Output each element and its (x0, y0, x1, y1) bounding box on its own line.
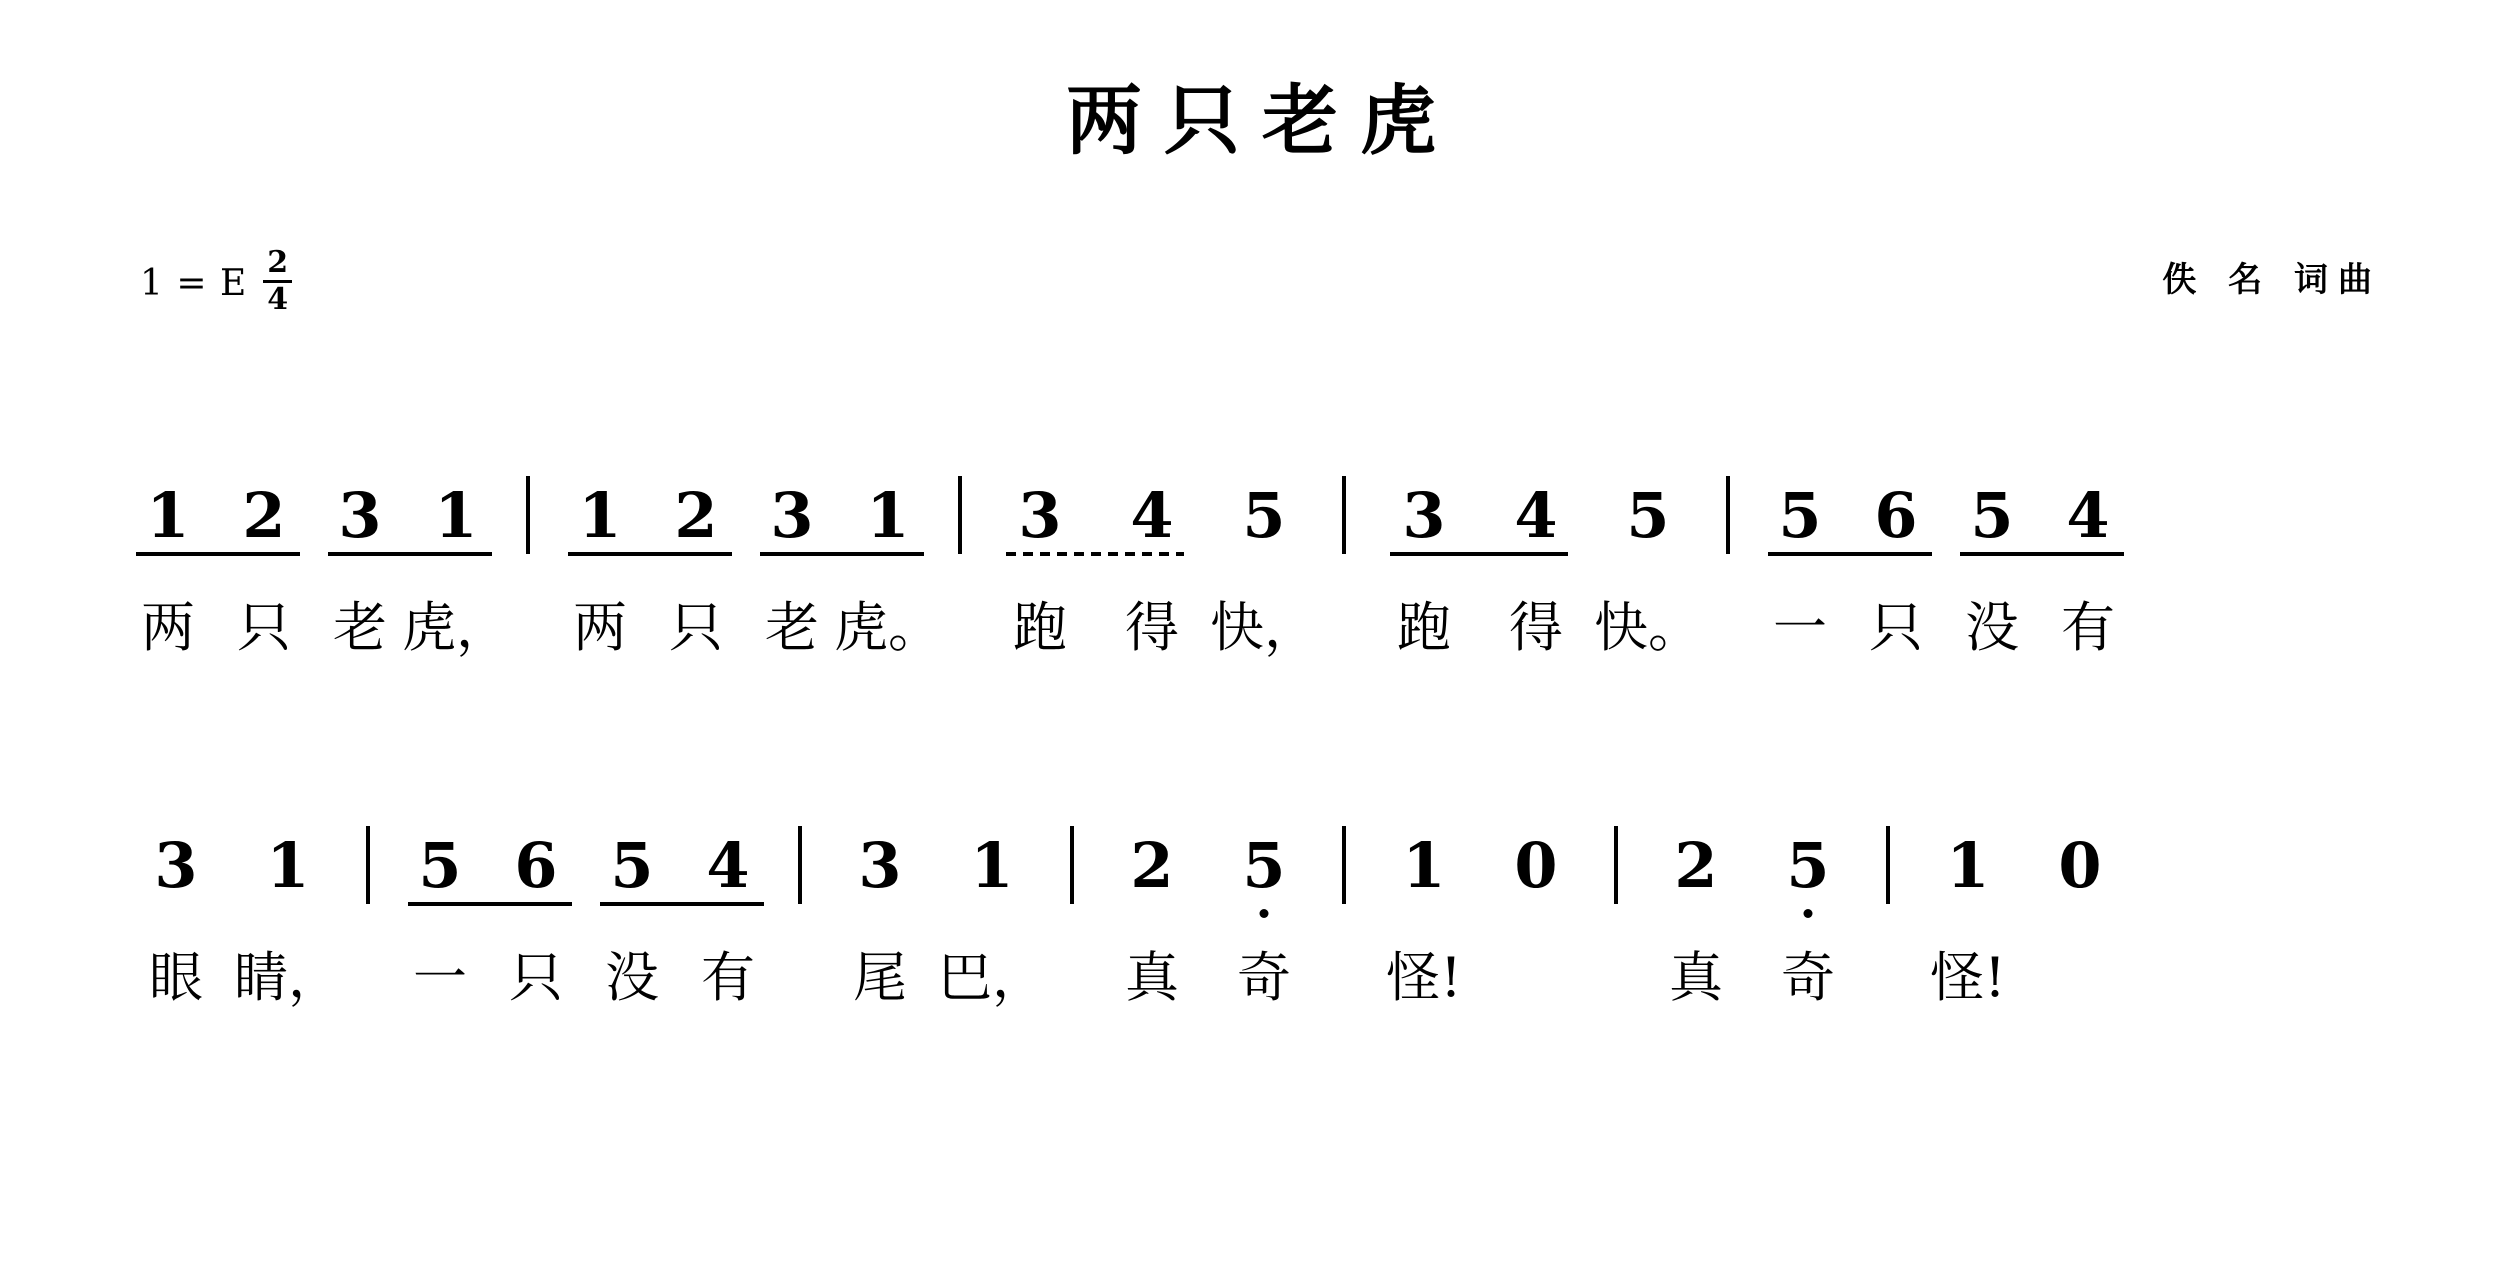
note (1368, 820, 1480, 1009)
note (1912, 820, 2024, 1009)
measure (1368, 820, 1592, 1009)
lyric: 有 (2061, 595, 2115, 659)
note (120, 470, 216, 659)
lyric: 没 (605, 945, 659, 1009)
note (120, 820, 232, 1009)
barline (526, 476, 530, 554)
note (1368, 470, 1480, 659)
note (2024, 820, 2136, 1002)
lyric: 虎， (402, 595, 510, 659)
note-number: 2 (1130, 829, 1174, 902)
note-number: 1 (1402, 829, 1446, 902)
measure (392, 820, 776, 1009)
note-number: 1 (434, 479, 478, 552)
lyric: 尾 (853, 945, 907, 1009)
barline (1342, 476, 1346, 554)
barline (366, 826, 370, 904)
note-number: 2 (242, 479, 286, 552)
key-signature: 1 = E (140, 263, 248, 304)
note (1752, 820, 1864, 1009)
lyric: 怪! (1386, 945, 1462, 1009)
beam (1006, 552, 1184, 556)
lyric: 一 (413, 945, 467, 1009)
note-number: 0 (2058, 829, 2102, 902)
lyric: 老 (333, 595, 387, 659)
lyric: 真 (1669, 945, 1723, 1009)
lyric: 只 (669, 595, 723, 659)
time-signature (263, 245, 292, 317)
beam (1768, 552, 1932, 556)
note-number: 1 (266, 829, 310, 902)
note (1208, 820, 1320, 1009)
barline (1070, 826, 1074, 904)
note-number: 5 (610, 829, 654, 902)
note (824, 820, 936, 1009)
note-number: 4 (1514, 479, 1558, 552)
lyric: 有 (701, 945, 755, 1009)
measure (120, 820, 344, 1009)
note-number: 6 (514, 829, 558, 902)
note-number: 4 (1130, 479, 1174, 552)
note (744, 470, 840, 659)
credits: 佚 名 词曲 (2162, 260, 2382, 300)
lyric: 睛， (234, 945, 342, 1009)
note (1944, 470, 2040, 659)
lyric: 跑 (1013, 595, 1067, 659)
lyric: 没 (1965, 595, 2019, 659)
lyric (1480, 928, 1592, 1018)
staff-system-2 (0, 820, 2502, 1050)
measure (824, 820, 1048, 1009)
note (402, 470, 510, 659)
note (1752, 470, 1848, 659)
note-number: 5 (1970, 479, 2014, 552)
lyric: 只 (237, 595, 291, 659)
barline (1342, 826, 1346, 904)
note-number: 2 (674, 479, 718, 552)
note-number: 1 (866, 479, 910, 552)
key-and-meter (140, 245, 292, 317)
note (1096, 820, 1208, 1009)
time-signature-denominator: 4 (263, 280, 292, 315)
note-number: 3 (154, 829, 198, 902)
note-number: 5 (1242, 479, 1286, 552)
note-number: 4 (2066, 479, 2110, 552)
barline (958, 476, 962, 554)
note-number: 1 (578, 479, 622, 552)
note (552, 470, 648, 659)
beam (408, 902, 572, 906)
lyric: 只 (509, 945, 563, 1009)
note (648, 470, 744, 659)
note (936, 820, 1048, 1009)
lyric: 得 (1125, 595, 1179, 659)
note (984, 470, 1096, 659)
note-number: 0 (1514, 829, 1558, 902)
note-number: 2 (1674, 829, 1718, 902)
barline (798, 826, 802, 904)
beam (1390, 552, 1568, 556)
lyric: 只 (1869, 595, 1923, 659)
note (1848, 470, 1944, 659)
note-number: 1 (970, 829, 1014, 902)
lower-octave-dot (1260, 909, 1269, 918)
lyric: 虎。 (834, 595, 942, 659)
note (232, 820, 344, 1009)
page-title: 两只老虎 (1066, 76, 1458, 165)
note (834, 470, 942, 659)
lyric: 两 (573, 595, 627, 659)
note (1480, 820, 1592, 1002)
note (2040, 470, 2136, 659)
note (680, 820, 776, 1009)
note-number: 6 (1874, 479, 1918, 552)
note-number: 5 (418, 829, 462, 902)
staff-system-1 (0, 470, 2502, 700)
lower-octave-dot (1804, 909, 1813, 918)
measure-row-2 (120, 820, 2162, 1009)
beam (600, 902, 764, 906)
note-number: 3 (1402, 479, 1446, 552)
note-number: 5 (1752, 820, 1864, 912)
measure (552, 470, 942, 659)
note-number: 3 (858, 829, 902, 902)
note-number: 5 (1778, 479, 1822, 552)
lyric: 奇 (1781, 945, 1835, 1009)
lyric: 怪! (1930, 945, 2006, 1009)
lyric: 得 (1509, 595, 1563, 659)
beam (760, 552, 924, 556)
note-number: 3 (1018, 479, 1062, 552)
barline (1614, 826, 1618, 904)
lyric: 快。 (1594, 595, 1702, 659)
note (488, 820, 584, 1009)
measure (1752, 470, 2136, 659)
note (1096, 470, 1208, 659)
measure-row-1 (120, 470, 2136, 659)
note (216, 470, 312, 659)
note (1480, 470, 1592, 659)
measure (120, 470, 510, 659)
lyric: 眼 (149, 945, 203, 1009)
note (392, 820, 488, 1009)
note-number: 5 (1208, 820, 1320, 912)
note-number: 3 (770, 479, 814, 552)
measure (1368, 470, 1704, 659)
measure (984, 470, 1320, 659)
note-number: 1 (146, 479, 190, 552)
lyric: 真 (1125, 945, 1179, 1009)
barline (1726, 476, 1730, 554)
lyric (2024, 928, 2136, 1018)
lyric: 巴， (938, 945, 1046, 1009)
measure (1912, 820, 2136, 1009)
lyric: 老 (765, 595, 819, 659)
note (584, 820, 680, 1009)
note-number: 1 (1946, 829, 1990, 902)
lyric: 快， (1210, 595, 1318, 659)
beam (136, 552, 300, 556)
note (1592, 470, 1704, 659)
lyric: 奇 (1237, 945, 1291, 1009)
measure (1096, 820, 1320, 1009)
beam (568, 552, 732, 556)
measure (1640, 820, 1864, 1009)
note-number: 5 (1626, 479, 1670, 552)
beam (328, 552, 492, 556)
note (1208, 470, 1320, 659)
note-number: 3 (338, 479, 382, 552)
note (312, 470, 408, 659)
lyric: 一 (1773, 595, 1827, 659)
barline (1886, 826, 1890, 904)
note-number: 4 (706, 829, 750, 902)
lyric: 两 (141, 595, 195, 659)
beam (1960, 552, 2124, 556)
lyric: 跑 (1397, 595, 1451, 659)
note (1640, 820, 1752, 1009)
time-signature-numerator: 2 (267, 245, 289, 280)
